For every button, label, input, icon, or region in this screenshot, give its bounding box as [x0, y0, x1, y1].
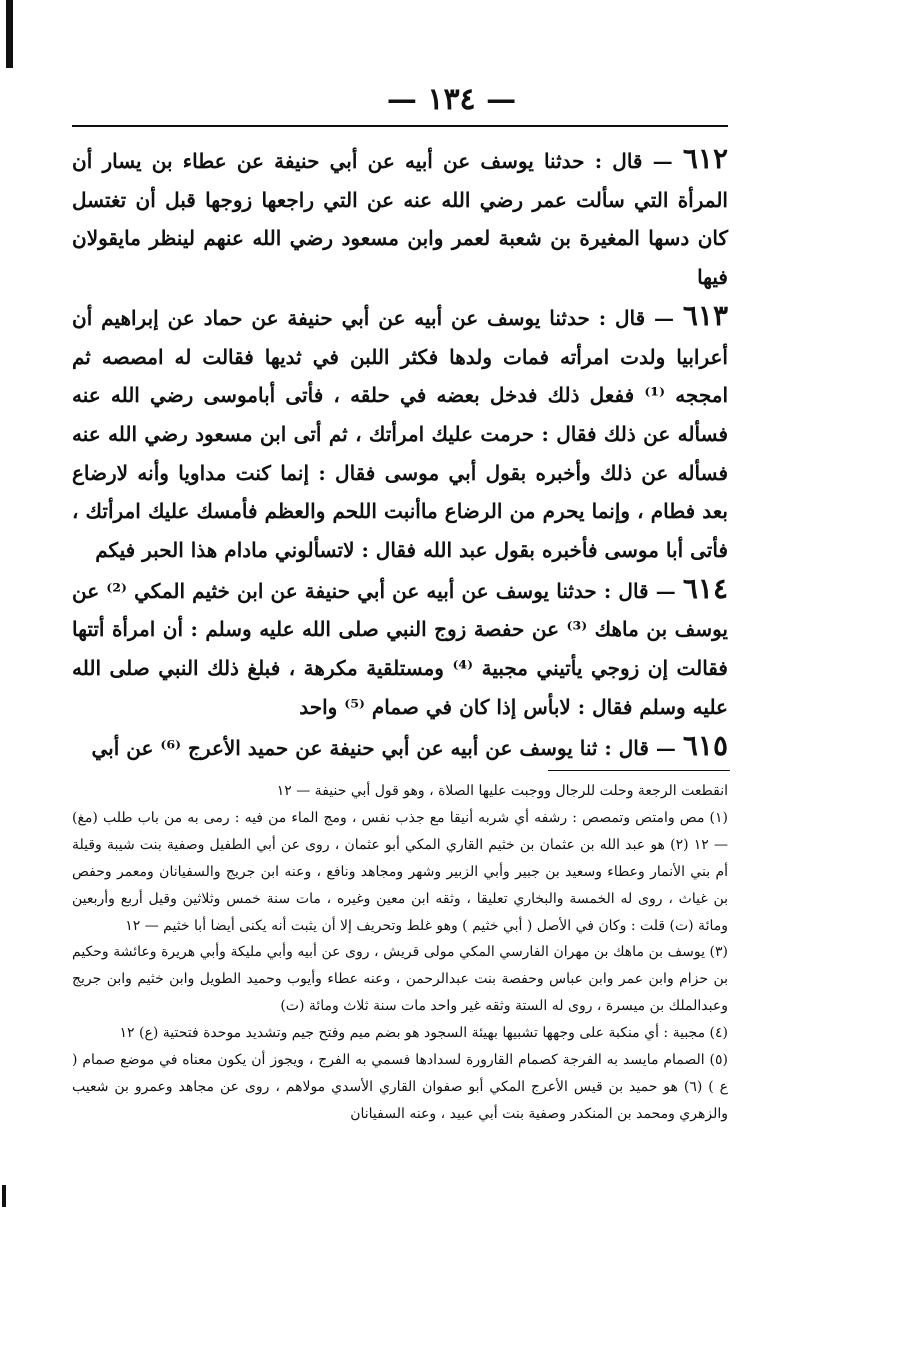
page-number: — ١٣٤ — — [386, 82, 517, 117]
hadith-number: ٦١٢ — [682, 142, 728, 175]
hadith-613 — [72, 297, 728, 570]
scan-edge-mark — [6, 0, 13, 68]
hadith-text: — قال : حدثنا يوسف عن أبيه عن أبي حنيفة عن حماد عن إبراهيم أن أعرابيا ولدت امرأته فمات ولدها فكثر اللبن في ثديها فقالت له امصصه ثم امججه ⁽¹⁾ ففعل ذلك فدخل بعضه في حلقه ، فأتى أباموسى رضي الله عنه فسأله عن ذلك فقال : حرمت عليك امرأتك ، ثم أتى ابن مسعود رضي الله عنه فسأله عن ذلك وأخبره بقول أبي موسى فقال : إنما كنت مداويا وأنه لارضاع بعد فطام ، وإنما يحرم من الرضاع ماأنبت اللحم والعظم فأمسك عليك امرأتك ، فأتى أبا موسى فأخبره بقول عبد الله فقال : لاتسألوني مادام هذا الحبر فيكم — [72, 305, 729, 563]
hadith-number: ٦١٣ — [682, 298, 728, 332]
hadith-text: — قال : حدثنا يوسف عن أبيه عن أبي حنيفة عن عطاء بن يسار أن المرأة التي سألت عمر رضي الله عنه عن التي راجعها زوجها قبل أن تغتسل كان دسها المغيرة بن شعبة لعمر وابن مسعود رضي الله عنهم لينظر مايقولان فيها — [72, 149, 728, 290]
hadith-number: ٦١٥ — [682, 728, 728, 762]
footnote-rule — [548, 770, 730, 771]
footnotes — [72, 778, 728, 1128]
hadith-number: ٦١٤ — [682, 571, 729, 605]
footnote-continuation: انقطعت الرجعة وحلت للرجال ووجبت عليها الصلاة ، وهو قول أبي حنيفة — ١٢ — [276, 783, 728, 799]
scan-edge-dot — [2, 1185, 6, 1207]
footnote-5-6: (٥) الصمام مايسد به الفرجة كصمام القارورة لسدادها فسمي به الفرج ، ويجوز أن يكون معناه في موضع صمام ( ع ) (٦) هو حميد بن قيس الأعرج المكي أبو صفوان القاري الأسدي مولاهم ، روى عن مجاهد وعمرو بن شعيب والزهري ومحمد بن المنكدر وصفية بنت أبي عبيد ، وعنه السفيانان — [72, 1052, 728, 1122]
hadith-614 — [72, 570, 728, 727]
hadith-text: — قال : حدثنا يوسف عن أبيه عن أبي حنيفة عن ابن خثيم المكي ⁽²⁾ عن يوسف بن ماهك ⁽³⁾ عن حفصة زوج النبي صلى الله عليه وسلم : أن امرأة أتتها فقالت إن زوجي يأتيني مجبية ⁽⁴⁾ ومستلقية مكرهة ، فبلغ ذلك النبي صلى الله عليه وسلم فقال : لابأس إذا كان في صمام ⁽⁵⁾ واحد — [72, 578, 728, 719]
footnote-3: (٣) يوسف بن ماهك بن مهران الفارسي المكي مولى قريش ، روى عن أبيه وأبي مليكة وأبي هريرة وعائشة وحكيم بن حزام وابن عمر وابن عباس وحفصة بنت عبدالرحمن ، وعنه عطاء وأيوب وحميد الطويل وابن خثيم وابن جريج وعبدالملك بن ميسرة ، روى له الستة وثقه غير واحد مات سنة ثلاث ومائة (ت) — [72, 944, 728, 1015]
footnote-1-2: (١) مص وامتص وتمصص : رشفه أي شربه أنيقا مع جذب نفس ، ومج الماء من فيه : رمى به من باب طلب (مغ) — ١٢ (٢) هو عبد الله بن عثمان بن خثيم القاري المكي أبو عثمان ، روى عن أبي الطفيل وصفية بنت شيبة وقيلة أم بني الأنمار وعطاء وسعيد بن جبير وأبي الزبير وشهر ومجاهد ونافع ، وعنه ابن جريج والسفيانان ومعمر وحفص بن غياث ، روى له الخمسة والبخاري تعليقا ، وثقه ابن معين وغيره ، مات سنة خمس وثلاثين وقيل أربع وأربعين ومائة (ت) قلت : وكان في الأصل ( أبي خثيم ) وهو غلط وتحريف إلا أن يثبت أنه يكنى أيضا أبا خثيم — ١٢ — [72, 809, 729, 934]
hadith-text: — قال : ثنا يوسف عن أبيه عن أبي حنيفة عن حميد الأعرج ⁽⁶⁾ عن أبي — [91, 735, 683, 760]
footnote-4: (٤) مجبية : أي منكبة على وجهها تشبيها بهيئة السجود هو بضم ميم وفتح جيم وتشديد موحدة فتحتية (ع) ١٢ — [119, 1025, 728, 1042]
hadith-615 — [72, 727, 728, 768]
main-text — [72, 140, 728, 767]
hadith-612 — [72, 140, 728, 297]
header-rule — [72, 125, 728, 127]
